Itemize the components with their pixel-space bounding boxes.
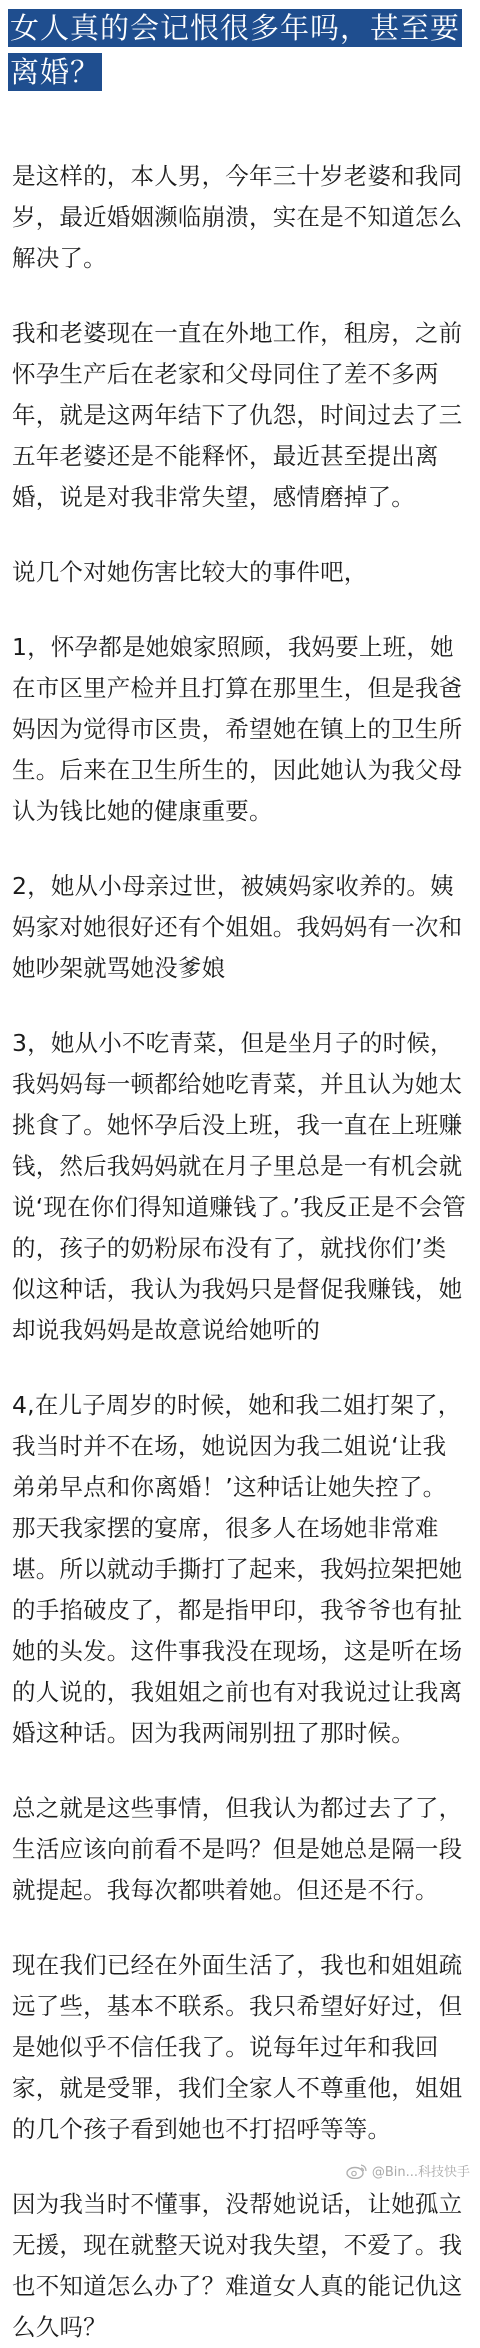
watermark — [346, 2161, 470, 2180]
paragraph-summary: 总之就是这些事情，但我认为都过去了了，生活应该向前看不是吗？但是她总是隔一段就提起。我每次都哄着她。但还是不行。 — [12, 1794, 463, 1904]
paragraph-events-intro: 说几个对她伤害比较大的事件吧， — [12, 558, 368, 586]
paragraph-intro: 是这样的，本人男，今年三十岁老婆和我同岁，最近婚姻濒临崩溃，实在是不知道怎么解决了。 — [12, 162, 463, 272]
paragraph-event-1: 1，怀孕都是她娘家照顾，我妈要上班，她在市区里产检并且打算在那里生，但是我爸妈因为觉得市区贵，希望她在镇上的卫生所生。后来在卫生所生的，因此她认为我父母认为钱比她的健康重要。 — [12, 633, 463, 825]
watermark-text: @Bin...科技快手 — [371, 2165, 470, 2180]
paragraph-event-2: 2，她从小母亲过世，被姨妈家收养的。姨妈家对她很好还有个姐姐。我妈妈有一次和她吵架就骂她没爹娘 — [12, 872, 463, 982]
paragraph-event-3: 3，她从小不吃青菜，但是坐月子的时候，我妈妈每一顿都给她吃青菜，并且认为她太挑食了。她怀孕后没上班，我一直在上班赚钱，然后我妈妈就在月子里总是一有机会就说‘现在你们得知道赚钱了。’我反正是不会管的，孩子的奶粉尿布没有了，就找你们’类似这种话，我认为我妈只是督促我赚钱，她却说我妈妈是故意说给她听的 — [12, 1029, 466, 1344]
title-bar — [0, 0, 480, 94]
weibo-icon — [346, 2163, 368, 2179]
paragraph-current: 现在我们已经在外面生活了，我也和姐姐疏远了些，基本不联系。我只希望好好过，但是她似乎不信任我了。说每年过年和我回家，就是受罪，我们全家人不尊重他，姐姐的几个孩子看到她也不打招呼等等。 — [12, 1951, 463, 2143]
article-title: 女人真的会记恨很多年吗，甚至要离婚？ — [10, 11, 461, 89]
article-body — [0, 94, 480, 2348]
paragraph-event-4: 4,在儿子周岁的时候，她和我二姐打架了，我当时并不在场，她说因为我二姐说‘让我弟弟早点和你离婚！’这种话让她失控了。那天我家摆的宴席，很多人在场她非常难堪。所以就动手撕打了起来，我妈拉架把她的手掐破皮了，都是指甲印，我爷爷也有扯她的头发。这件事我没在现场，这是听在场的人说的，我姐姐之前也有对我说过让我离婚这种话。因为我两闹别扭了那时候。 — [12, 1391, 463, 1747]
paragraph-closing: 因为我当时不懂事，没帮她说话，让她孤立无援，现在就整天说对我失望，不爱了。我也不知道怎么办了？难道女人真的能记仇这么久吗？ — [12, 2190, 463, 2341]
paragraph-background: 我和老婆现在一直在外地工作，租房，之前怀孕生产后在老家和父母同住了差不多两年，就是这两年结下了仇怨，时间过去了三五年老婆还是不能释怀，最近甚至提出离婚，说是对我非常失望，感情磨掉了。 — [12, 319, 463, 511]
